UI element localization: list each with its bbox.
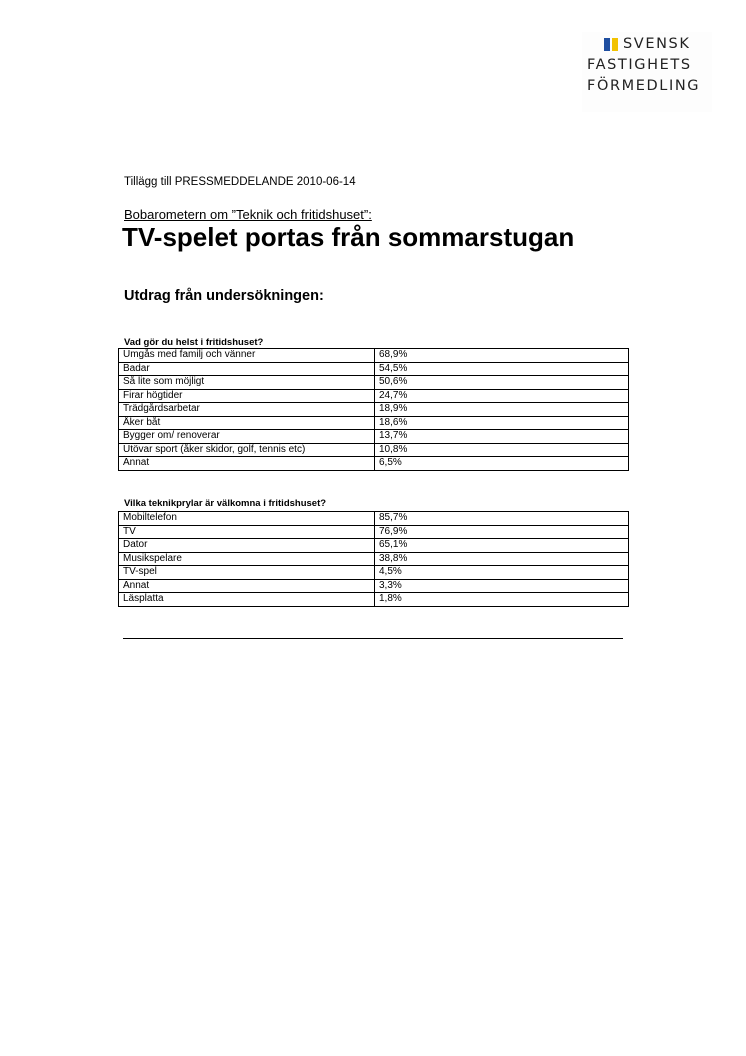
- divider: [123, 638, 623, 639]
- row-value: 13,7%: [375, 430, 629, 444]
- table-row: [119, 539, 629, 553]
- row-value: 4,5%: [375, 566, 629, 580]
- table-row: [119, 443, 629, 457]
- row-label: Så lite som möjligt: [119, 376, 375, 390]
- row-value: 18,6%: [375, 416, 629, 430]
- row-label: Åker båt: [119, 416, 375, 430]
- page-title: TV-spelet portas från sommarstugan: [122, 222, 575, 252]
- row-value: 6,5%: [375, 457, 629, 471]
- survey-question-1: Vad gör du helst i fritidshuset?: [124, 337, 264, 348]
- table-row: [119, 593, 629, 607]
- row-value: 76,9%: [375, 525, 629, 539]
- row-value: 1,8%: [375, 593, 629, 607]
- row-label: Firar högtider: [119, 389, 375, 403]
- row-value: 10,8%: [375, 443, 629, 457]
- table-row: [119, 362, 629, 376]
- table-row: [119, 389, 629, 403]
- press-release-addendum: Tillägg till PRESSMEDDELANDE 2010-06-14: [124, 176, 356, 188]
- table-row: [119, 457, 629, 471]
- row-label: Bygger om/ renoverar: [119, 430, 375, 444]
- row-label: Trädgårdsarbetar: [119, 403, 375, 417]
- table-row: [119, 349, 629, 363]
- swedish-flag-icon: [604, 38, 618, 51]
- table-row: [119, 512, 629, 526]
- table-row: [119, 566, 629, 580]
- row-value: 65,1%: [375, 539, 629, 553]
- row-label: TV: [119, 525, 375, 539]
- row-label: Musikspelare: [119, 552, 375, 566]
- row-label: Umgås med familj och vänner: [119, 349, 375, 363]
- table-row: [119, 552, 629, 566]
- row-label: Läsplatta: [119, 593, 375, 607]
- logo-line-2: FASTIGHETS: [587, 57, 692, 73]
- survey-question-2: Vilka teknikprylar är välkomna i fritidshuset?: [124, 498, 327, 509]
- section-heading: Utdrag från undersökningen:: [124, 288, 324, 304]
- row-label: Annat: [119, 579, 375, 593]
- table-row: [119, 430, 629, 444]
- row-label: Utövar sport (åker skidor, golf, tennis etc): [119, 443, 375, 457]
- table-row: [119, 579, 629, 593]
- table-row: [119, 403, 629, 417]
- survey-table-2: [118, 511, 629, 607]
- row-label: Dator: [119, 539, 375, 553]
- row-value: 54,5%: [375, 362, 629, 376]
- row-value: 68,9%: [375, 349, 629, 363]
- row-label: Mobiltelefon: [119, 512, 375, 526]
- table-row: [119, 376, 629, 390]
- row-label: Badar: [119, 362, 375, 376]
- kicker: Bobarometern om ”Teknik och fritidshuset”:: [124, 207, 372, 222]
- row-value: 85,7%: [375, 512, 629, 526]
- row-label: Annat: [119, 457, 375, 471]
- row-value: 24,7%: [375, 389, 629, 403]
- row-value: 18,9%: [375, 403, 629, 417]
- logo-line-3: FÖRMEDLING: [587, 78, 701, 94]
- row-value: 50,6%: [375, 376, 629, 390]
- logo-line-1: SVENSK: [623, 36, 691, 52]
- row-label: TV-spel: [119, 566, 375, 580]
- survey-table-1: [118, 348, 629, 471]
- table-row: [119, 416, 629, 430]
- company-logo: [582, 32, 712, 112]
- row-value: 38,8%: [375, 552, 629, 566]
- row-value: 3,3%: [375, 579, 629, 593]
- table-row: [119, 525, 629, 539]
